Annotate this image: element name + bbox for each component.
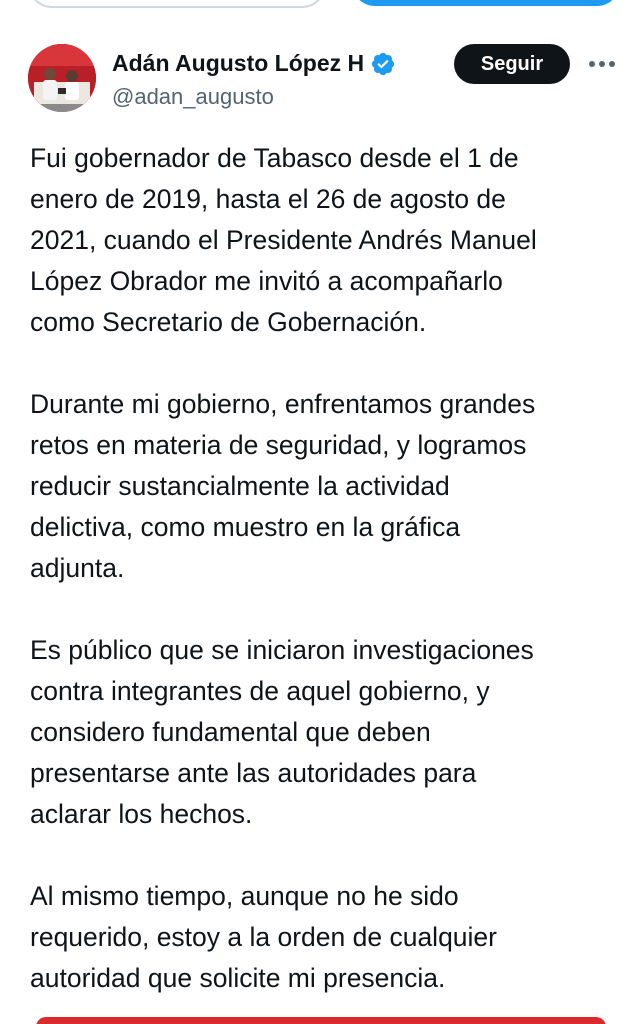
- tweet-paragraph: Es público que se iniciaron investigaciones contra integrantes de aquel gobierno, y considero fundamental que deben presentarse ante las autoridades para aclarar los hechos.: [30, 635, 534, 829]
- tweet-header: [28, 42, 620, 114]
- tweet-text: [30, 138, 620, 1024]
- tweet-paragraph: Durante mi gobierno, enfrentamos grandes retos en materia de seguridad, y logramos reducir sustancialmente la actividad delictiva, como muestro en la gráfica adjunta.: [30, 389, 536, 583]
- tweet-paragraph: Fui gobernador de Tabasco desde el 1 de enero de 2019, hasta el 26 de agosto de 2021, cuando el Presidente Andrés Manuel López Obrador me invitó a acompañarlo como Secretario de Gobernación.: [30, 143, 537, 337]
- profile-photo: [28, 44, 96, 112]
- attached-media-preview[interactable]: [36, 1017, 606, 1024]
- tweet-paragraph: Al mismo tiempo, aunque no he sido requerido, estoy a la orden de cualquier autoridad que solicite mi presencia.: [30, 881, 497, 993]
- more-options-button[interactable]: [584, 48, 620, 80]
- follow-button[interactable]: Seguir: [454, 44, 570, 84]
- avatar[interactable]: [28, 44, 96, 112]
- author-name[interactable]: Adán Augusto López H: [112, 50, 365, 76]
- verified-badge-icon: [370, 51, 396, 77]
- author-handle[interactable]: @adan_augusto: [112, 84, 274, 109]
- ellipsis-icon: [588, 60, 616, 68]
- top-primary-button[interactable]: [352, 0, 620, 6]
- top-outline-button[interactable]: [28, 0, 326, 8]
- author-name-row: [112, 50, 396, 77]
